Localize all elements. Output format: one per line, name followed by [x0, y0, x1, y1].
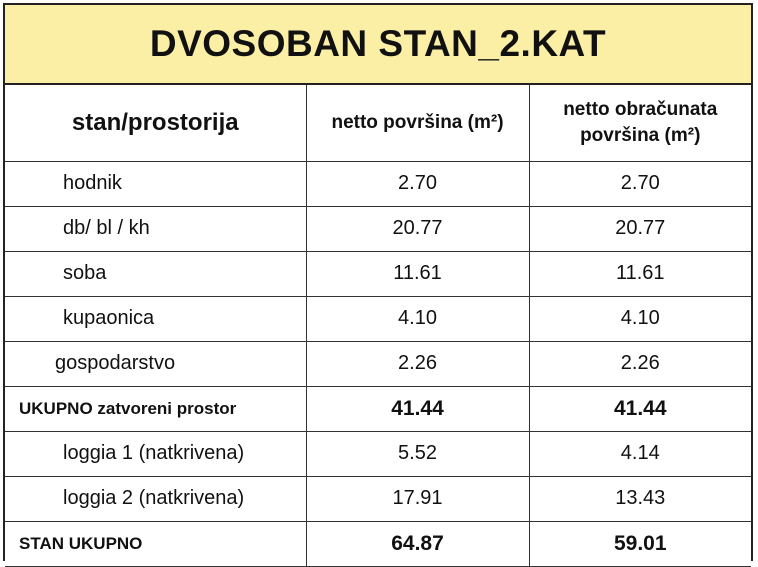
subtotal-row: [5, 386, 751, 431]
subtotal-net-area: 41.44: [306, 386, 529, 431]
calculated-area-value: 11.61: [529, 251, 751, 296]
table-header-row: [5, 85, 751, 161]
subtotal-label: UKUPNO zatvoreni prostor: [5, 386, 306, 431]
area-table: [5, 85, 751, 567]
subtotal-calculated-area: 41.44: [529, 386, 751, 431]
header-calculated-area-line1: netto obračunata: [563, 99, 718, 121]
table-row: [5, 296, 751, 341]
calculated-area-value: 13.43: [529, 476, 751, 521]
total-net-area: 64.87: [306, 521, 529, 566]
room-name: hodnik: [5, 161, 306, 206]
table-row: [5, 476, 751, 521]
calculated-area-value: 4.14: [529, 431, 751, 476]
net-area-value: 5.52: [306, 431, 529, 476]
table-row: [5, 206, 751, 251]
header-room: stan/prostorija: [5, 85, 306, 161]
room-name: soba: [5, 251, 306, 296]
room-name: gospodarstvo: [5, 341, 306, 386]
room-name: db/ bl / kh: [5, 206, 306, 251]
document-title: DVOSOBAN STAN_2.KAT: [5, 5, 751, 85]
table-row: [5, 341, 751, 386]
total-label: STAN UKUPNO: [5, 521, 306, 566]
calculated-area-value: 4.10: [529, 296, 751, 341]
table-row: [5, 431, 751, 476]
room-name: loggia 1 (natkrivena): [5, 431, 306, 476]
net-area-value: 11.61: [306, 251, 529, 296]
calculated-area-value: 2.26: [529, 341, 751, 386]
area-table-document: [3, 3, 753, 561]
room-name: loggia 2 (natkrivena): [5, 476, 306, 521]
header-net-area: netto površina (m²): [306, 85, 529, 161]
grand-total-row: [5, 521, 751, 566]
net-area-value: 17.91: [306, 476, 529, 521]
header-calculated-area: [529, 85, 751, 161]
net-area-value: 20.77: [306, 206, 529, 251]
header-calculated-area-line2: površina (m²): [580, 124, 701, 146]
net-area-value: 2.70: [306, 161, 529, 206]
net-area-value: 4.10: [306, 296, 529, 341]
table-row: [5, 161, 751, 206]
total-calculated-area: 59.01: [529, 521, 751, 566]
calculated-area-value: 2.70: [529, 161, 751, 206]
calculated-area-value: 20.77: [529, 206, 751, 251]
room-name: kupaonica: [5, 296, 306, 341]
table-row: [5, 251, 751, 296]
net-area-value: 2.26: [306, 341, 529, 386]
